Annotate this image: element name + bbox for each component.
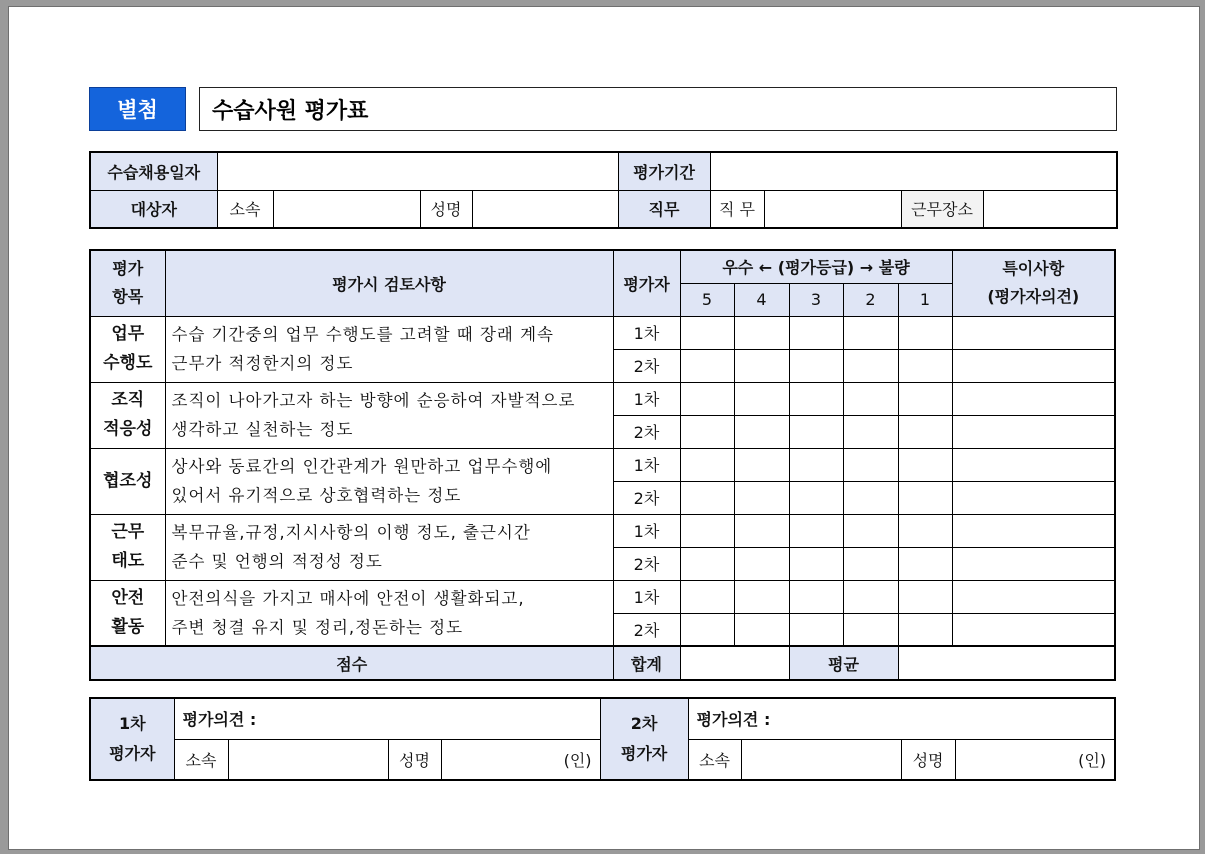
grade-cell-2[interactable] <box>843 415 898 448</box>
round-1-label: 1차 <box>613 316 680 349</box>
evaluation-row <box>90 580 1115 613</box>
second-dept-label: 소속 <box>688 739 741 780</box>
item-name <box>90 382 165 448</box>
review-criteria-line1: 상사와 동료간의 인간관계가 원만하고 업무수행에 <box>171 457 553 476</box>
grade-cell-5[interactable] <box>680 382 734 415</box>
first-evaluator-line2: 평가자 <box>109 744 156 763</box>
grade-cell-2[interactable] <box>843 448 898 481</box>
item-name <box>90 316 165 382</box>
second-name-label: 성명 <box>901 739 955 780</box>
name-field[interactable] <box>472 190 618 228</box>
info-table <box>89 151 1118 229</box>
sum-field[interactable] <box>680 646 789 680</box>
grade-cell-4[interactable] <box>734 580 789 613</box>
round-1-label: 1차 <box>613 580 680 613</box>
review-criteria-line1: 수습 기간중의 업무 수행도를 고려할 때 장래 계속 <box>171 325 554 344</box>
grade-cell-5[interactable] <box>680 514 734 547</box>
grade-cell-5[interactable] <box>680 481 734 514</box>
grade-cell-5[interactable] <box>680 415 734 448</box>
round-2-label: 2차 <box>613 481 680 514</box>
evaluator-sign-table <box>89 697 1116 781</box>
grade-cell-2[interactable] <box>843 382 898 415</box>
grade-cell-1[interactable] <box>898 481 952 514</box>
target-label: 대상자 <box>90 190 217 228</box>
item-name-line2: 수행도 <box>103 353 153 373</box>
job-sub-label: 직 무 <box>710 190 764 228</box>
grade-cell-3[interactable] <box>789 547 843 580</box>
avg-label: 평균 <box>789 646 898 680</box>
grade-cell-1[interactable] <box>898 580 952 613</box>
evaluation-row <box>90 382 1115 415</box>
round-2-label: 2차 <box>613 415 680 448</box>
remark-cell[interactable] <box>952 514 1115 547</box>
grade-1: 1 <box>898 283 952 316</box>
grade-cell-1[interactable] <box>898 448 952 481</box>
grade-cell-2[interactable] <box>843 580 898 613</box>
second-dept-field[interactable] <box>741 739 901 780</box>
first-evaluator-line1: 1차 <box>118 714 146 733</box>
header-review: 평가시 검토사항 <box>165 250 613 316</box>
round-1-label: 1차 <box>613 382 680 415</box>
item-name <box>90 448 165 514</box>
header-evaluator: 평가자 <box>613 250 680 316</box>
first-seal[interactable]: (인) <box>441 739 600 780</box>
workplace-label: 근무장소 <box>901 190 983 228</box>
item-name-line2: 적응성 <box>103 419 153 439</box>
first-name-label: 성명 <box>388 739 441 780</box>
avg-field[interactable] <box>898 646 1115 680</box>
grade-cell-3[interactable] <box>789 415 843 448</box>
second-evaluator-label <box>600 698 688 780</box>
job-field[interactable] <box>764 190 901 228</box>
review-criteria <box>165 580 613 646</box>
grade-cell-4[interactable] <box>734 547 789 580</box>
review-criteria-line2: 준수 및 언행의 적정성 정도 <box>171 552 383 571</box>
header-remark <box>952 250 1115 316</box>
remark-cell[interactable] <box>952 580 1115 613</box>
item-name <box>90 580 165 646</box>
evaluation-row <box>90 514 1115 547</box>
remark-cell[interactable] <box>952 316 1115 349</box>
grade-cell-3[interactable] <box>789 382 843 415</box>
grade-cell-4[interactable] <box>734 349 789 382</box>
review-criteria <box>165 514 613 580</box>
remark-cell[interactable] <box>952 481 1115 514</box>
grade-2: 2 <box>843 283 898 316</box>
review-criteria-line1: 안전의식을 가지고 매사에 안전이 생활화되고, <box>171 588 525 608</box>
round-1-label: 1차 <box>613 448 680 481</box>
grade-cell-4[interactable] <box>734 514 789 547</box>
grade-cell-1[interactable] <box>898 514 952 547</box>
header-item-line1: 평가 <box>112 259 144 279</box>
grade-5: 5 <box>680 283 734 316</box>
round-1-label: 1차 <box>613 514 680 547</box>
grade-cell-5[interactable] <box>680 448 734 481</box>
item-name <box>90 514 165 580</box>
grade-cell-4[interactable] <box>734 415 789 448</box>
attachment-badge: 별첨 <box>89 87 186 131</box>
grade-cell-5[interactable] <box>680 547 734 580</box>
grade-cell-2[interactable] <box>843 349 898 382</box>
remark-cell[interactable] <box>952 547 1115 580</box>
evaluation-row <box>90 448 1115 481</box>
grade-cell-1[interactable] <box>898 415 952 448</box>
item-name-line2: 활동 <box>111 616 145 637</box>
grade-cell-3[interactable] <box>789 580 843 613</box>
grade-4: 4 <box>734 283 789 316</box>
document-title: 수습사원 평가표 <box>199 87 1117 131</box>
grade-cell-2[interactable] <box>843 316 898 349</box>
evaluation-table <box>89 249 1116 681</box>
grade-cell-4[interactable] <box>734 316 789 349</box>
remark-cell[interactable] <box>952 349 1115 382</box>
review-criteria-line2: 있어서 유기적으로 상호협력하는 정도 <box>171 486 462 505</box>
grade-cell-3[interactable] <box>789 316 843 349</box>
item-name-line2: 태도 <box>111 551 145 571</box>
review-criteria-line1: 조직이 나아가고자 하는 방향에 순응하여 자발적으로 <box>171 391 576 410</box>
review-criteria-line2: 근무가 적정한지의 정도 <box>171 354 354 373</box>
name-label: 성명 <box>420 190 472 228</box>
round-2-label: 2차 <box>613 613 680 646</box>
grade-cell-1[interactable] <box>898 349 952 382</box>
grade-cell-1[interactable] <box>898 547 952 580</box>
evaluation-row <box>90 316 1115 349</box>
grade-cell-4[interactable] <box>734 448 789 481</box>
grade-cell-3[interactable] <box>789 481 843 514</box>
grade-cell-2[interactable] <box>843 481 898 514</box>
review-criteria-line2: 생각하고 실천하는 정도 <box>171 420 354 439</box>
grade-cell-4[interactable] <box>734 613 789 646</box>
first-evaluator-label <box>90 698 174 780</box>
grade-cell-2[interactable] <box>843 514 898 547</box>
remark-cell[interactable] <box>952 613 1115 646</box>
grade-cell-5[interactable] <box>680 613 734 646</box>
remark-cell[interactable] <box>952 415 1115 448</box>
item-name-line1: 안전 <box>111 587 145 608</box>
period-field[interactable] <box>710 152 1117 190</box>
round-2-label: 2차 <box>613 349 680 382</box>
header-remark-line1: 특이사항 <box>1002 259 1065 279</box>
grade-cell-3[interactable] <box>789 448 843 481</box>
header-remark-line2: (평가자의견) <box>987 287 1080 307</box>
grade-cell-5[interactable] <box>680 349 734 382</box>
second-evaluator-line1: 2차 <box>630 714 658 733</box>
grade-cell-3[interactable] <box>789 514 843 547</box>
score-label: 점수 <box>90 646 613 680</box>
review-criteria <box>165 316 613 382</box>
grade-cell-3[interactable] <box>789 349 843 382</box>
item-name-line1: 조직 <box>111 390 145 410</box>
item-name-line1: 근무 <box>111 522 145 542</box>
review-criteria <box>165 382 613 448</box>
review-criteria <box>165 448 613 514</box>
first-dept-label: 소속 <box>174 739 228 780</box>
grade-cell-1[interactable] <box>898 613 952 646</box>
header-item-line2: 항목 <box>112 287 144 307</box>
header-item <box>90 250 165 316</box>
review-criteria-line1: 복무규율,규정,지시사항의 이행 정도, 출근시간 <box>171 523 531 542</box>
grade-cell-5[interactable] <box>680 316 734 349</box>
hire-date-label: 수습채용일자 <box>90 152 217 190</box>
dept-label: 소속 <box>217 190 273 228</box>
remark-cell[interactable] <box>952 382 1115 415</box>
hire-date-field[interactable] <box>217 152 618 190</box>
first-dept-field[interactable] <box>228 739 388 780</box>
period-label: 평가기간 <box>618 152 710 190</box>
item-name-line1: 업무 <box>111 324 145 344</box>
grade-cell-2[interactable] <box>843 547 898 580</box>
second-evaluator-line2: 평가자 <box>620 744 668 763</box>
grade-cell-4[interactable] <box>734 382 789 415</box>
grade-cell-4[interactable] <box>734 481 789 514</box>
second-seal[interactable]: (인) <box>955 739 1115 780</box>
sum-label: 합계 <box>613 646 680 680</box>
header-grade-scale: 우수 ← (평가등급) → 불량 <box>680 250 952 283</box>
grade-cell-1[interactable] <box>898 316 952 349</box>
second-opinion-field[interactable]: 평가의견 : <box>688 698 1115 739</box>
grade-cell-5[interactable] <box>680 580 734 613</box>
grade-cell-3[interactable] <box>789 613 843 646</box>
grade-3: 3 <box>789 283 843 316</box>
review-criteria-line2: 주변 청결 유지 및 정리,정돈하는 정도 <box>171 617 464 637</box>
round-2-label: 2차 <box>613 547 680 580</box>
grade-cell-2[interactable] <box>843 613 898 646</box>
workplace-field[interactable] <box>983 190 1117 228</box>
item-name-line1: 협조성 <box>103 470 153 491</box>
dept-field[interactable] <box>273 190 420 228</box>
job-label: 직무 <box>618 190 710 228</box>
grade-cell-1[interactable] <box>898 382 952 415</box>
remark-cell[interactable] <box>952 448 1115 481</box>
first-opinion-field[interactable]: 평가의견 : <box>174 698 600 739</box>
